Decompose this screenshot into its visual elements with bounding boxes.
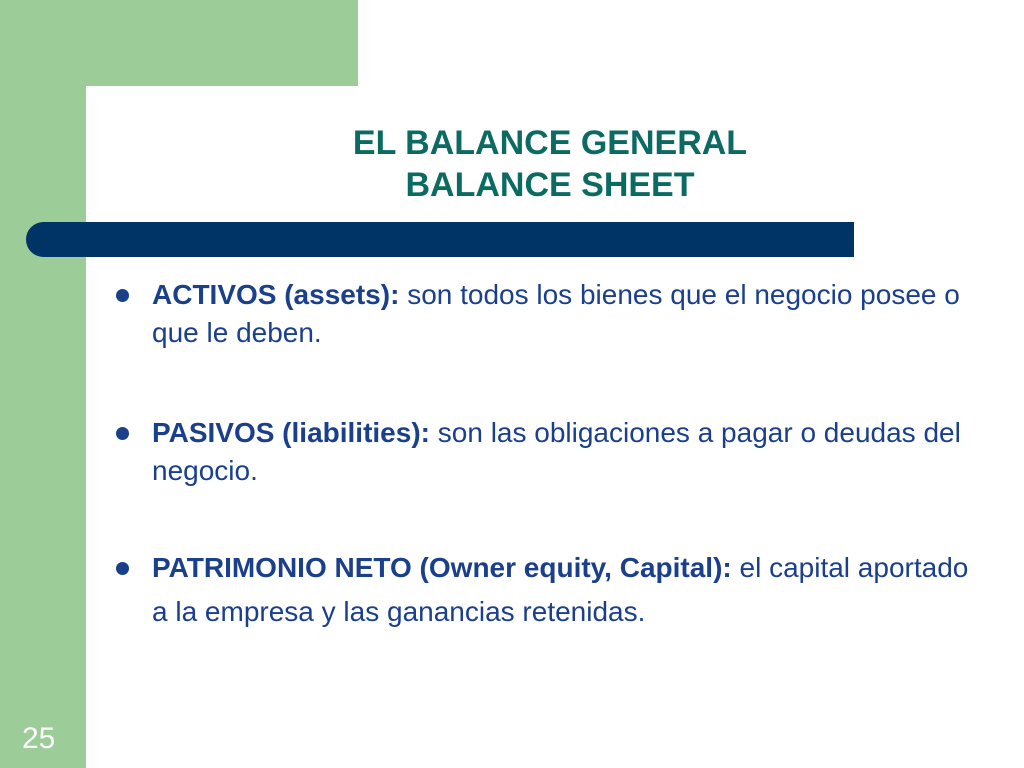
bullet-dot-icon xyxy=(116,289,129,302)
top-green-block xyxy=(0,0,358,86)
bullet-item-pasivos xyxy=(110,414,980,490)
left-green-band xyxy=(0,0,86,768)
bullet-item-patrimonio xyxy=(110,546,980,634)
bullet-dot-icon xyxy=(116,427,129,440)
bullet-dot-icon xyxy=(116,562,129,575)
rounded-content-corner xyxy=(86,86,166,166)
title-divider-bar xyxy=(26,222,854,257)
bullet-text: el capital aportado a la empresa y las ganancias retenidas. xyxy=(152,552,969,627)
bullet-term: ACTIVOS (assets): xyxy=(152,279,400,310)
bullet-text: son todos los bienes que el negocio posee o que le deben. xyxy=(152,279,960,348)
bullet-list xyxy=(110,276,980,696)
slide-title-line-2: BALANCE SHEET xyxy=(405,166,695,204)
slide-title-line-1: EL BALANCE GENERAL xyxy=(352,124,748,162)
bullet-term: PATRIMONIO NETO (Owner equity, Capital): xyxy=(152,552,732,583)
bullet-term: PASIVOS (liabilities): xyxy=(152,417,430,448)
bullet-text: son las obligaciones a pagar o deudas del negocio. xyxy=(152,417,961,486)
bullet-item-activos xyxy=(110,276,980,352)
slide-title xyxy=(300,122,800,206)
page-number: 25 xyxy=(22,722,56,755)
